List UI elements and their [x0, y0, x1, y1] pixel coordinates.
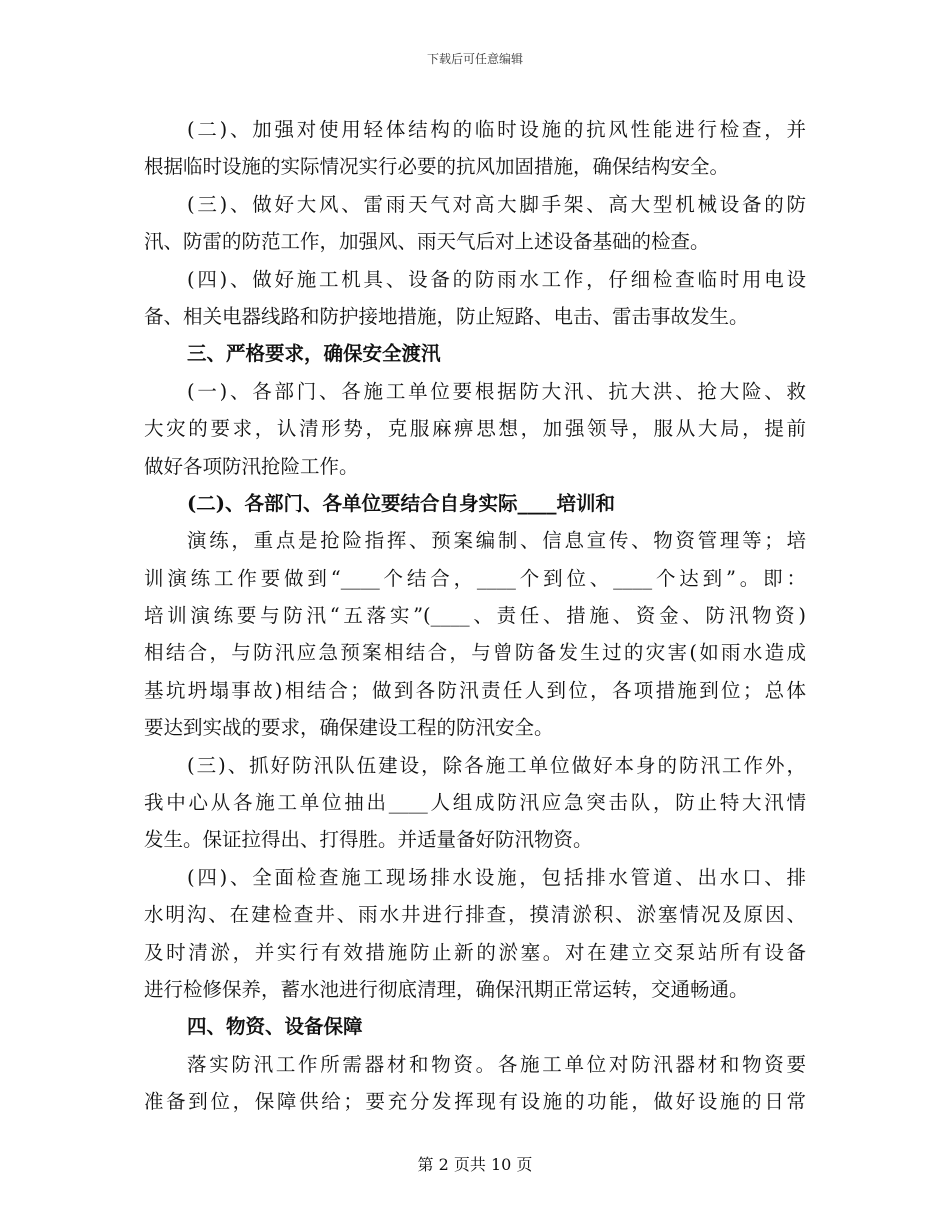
paragraph-line: 我中心从各施工单位抽出____人组成防汛应急突击队，防止特大汛情: [144, 791, 806, 815]
paragraph-line: 大灾的要求，认清形势，克服麻痹思想，加强领导，服从大局，提前: [144, 417, 806, 441]
paragraph-line: 要达到实战的要求，确保建设工程的防汛安全。: [144, 716, 554, 740]
paragraph-line: 准备到位，保障供给；要充分发挥现有设施的功能，做好设施的日常: [144, 1090, 806, 1114]
paragraph-line: (四)、全面检查施工现场排水设施，包括排水管道、出水口、排: [187, 865, 806, 889]
paragraph-line: 及时清淤，并实行有效措施防止新的淤塞。对在建立交泵站所有设备: [144, 940, 806, 964]
paragraph-line: (三)、抓好防汛队伍建设，除各施工单位做好本身的防汛工作外，: [187, 753, 806, 777]
paragraph-line: 备、相关电器线路和防护接地措施，防止短路、电击、雷击事故发生。: [144, 304, 749, 328]
paragraph-line: (二)、加强对使用轻体结构的临时设施的抗风性能进行检查，并: [187, 118, 806, 141]
paragraph-line: 水明沟、在建检查井、雨水井进行排查，摸清淤积、淤塞情况及原因、: [144, 903, 806, 927]
paragraph-line: 根据临时设施的实际情况实行必要的抗风加固措施，确保结构安全。: [144, 155, 730, 179]
paragraph-line: 演练，重点是抢险指挥、预案编制、信息宣传、物资管理等；培: [187, 529, 806, 553]
paragraph-line: 基坑坍塌事故)相结合；做到各防汛责任人到位，各项措施到位；总体: [144, 678, 806, 702]
paragraph-line: 进行检修保养，蓄水池进行彻底清理，确保汛期正常运转，交通畅通。: [144, 977, 749, 1001]
paragraph-line: 做好各项防汛抢险工作。: [144, 454, 359, 478]
paragraph-line: 落实防汛工作所需器材和物资。各施工单位对防汛器材和物资要: [187, 1052, 806, 1076]
paragraph-line: 汛、防雷的防范工作，加强风、雨天气后对上述设备基础的检查。: [144, 230, 710, 254]
page-header: 下载后可任意编辑: [426, 52, 523, 66]
paragraph-line: (一)、各部门、各施工单位要根据防大汛、抗大洪、抢大险、救: [187, 379, 806, 403]
paragraph-line: 训演练工作要做到“____个结合，____个到位、____个达到”。即：: [144, 566, 806, 590]
paragraph-line: 发生。保证拉得出、打得胜。并适量备好防汛物资。: [144, 828, 593, 852]
section-heading-line: (二)、各部门、各单位要结合自身实际____培训和: [187, 491, 615, 515]
paragraph-line: 相结合，与防汛应急预案相结合，与曾防备发生过的灾害(如雨水造成: [144, 641, 806, 665]
page-footer: 第 2 页共 10 页: [417, 1155, 533, 1174]
paragraph-line: (三)、做好大风、雷雨天气对高大脚手架、高大型机械设备的防: [187, 192, 806, 216]
section-heading-line: 四、物资、设备保障: [187, 1015, 363, 1039]
section-heading-line: 三、严格要求，确保安全渡汛: [187, 342, 441, 366]
paragraph-line: 培训演练要与防汛“五落实”(____、责任、措施、资金、防汛物资): [144, 604, 806, 628]
paragraph-line: (四)、做好施工机具、设备的防雨水工作，仔细检查临时用电设: [187, 267, 806, 291]
document-body: [144, 111, 806, 1121]
